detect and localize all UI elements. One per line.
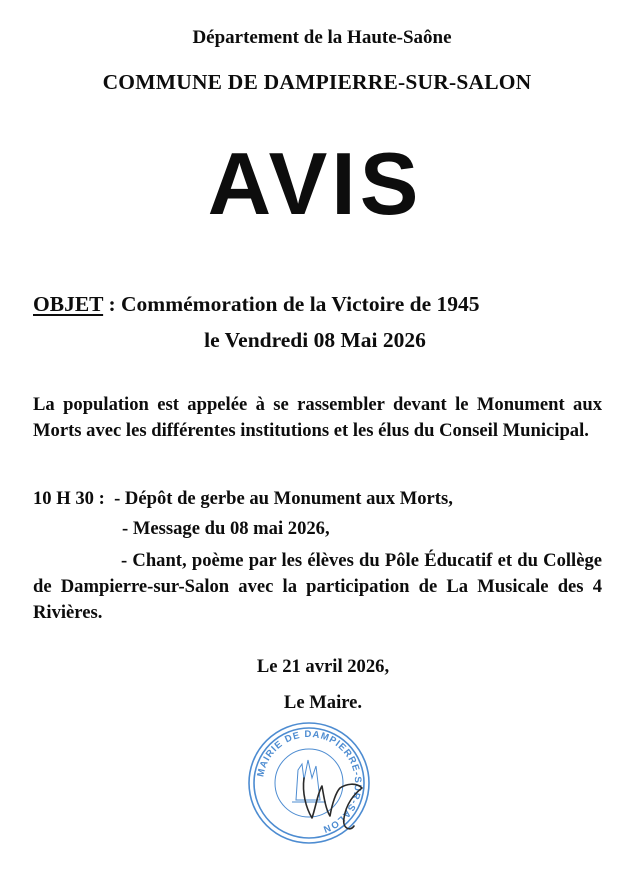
subject-label: OBJET xyxy=(33,292,104,316)
subject-separator: : xyxy=(103,292,122,316)
notice-title: AVIS xyxy=(207,134,423,233)
signature-date: Le 21 avril 2026, xyxy=(256,656,390,677)
subject-text: Commémoration de la Victoire de 1945 xyxy=(121,292,480,316)
commune-heading: COMMUNE DE DAMPIERRE-SUR-SALON xyxy=(102,70,532,94)
event-date: le Vendredi 08 Mai 2026 xyxy=(204,328,426,352)
department-heading: Département de la Haute-Saône xyxy=(192,27,452,48)
subject-line xyxy=(33,292,480,317)
stamp-text: MAIRIE DE DAMPIERRE-SUR-SALON xyxy=(255,728,364,835)
program-time: 10 H 30 : xyxy=(33,488,105,509)
program-item: - Chant, poème par les élèves du Pôle Éducatif et du Collège de Dampierre-sur-Salon avec la participation de La Musicale des 4 Rivières. xyxy=(33,550,602,623)
program-item: - Dépôt de gerbe au Monument aux Morts, xyxy=(114,488,453,509)
intro-paragraph: La population est appelée à se rassembler devant le Monument aux Morts avec les différentes institutions et les élus du Conseil Municipal. xyxy=(33,394,602,441)
mayor-signature xyxy=(282,748,372,838)
signer-title: Le Maire. xyxy=(283,692,363,713)
program-line-1 xyxy=(33,488,453,510)
program-item: - Message du 08 mai 2026, xyxy=(122,518,330,539)
